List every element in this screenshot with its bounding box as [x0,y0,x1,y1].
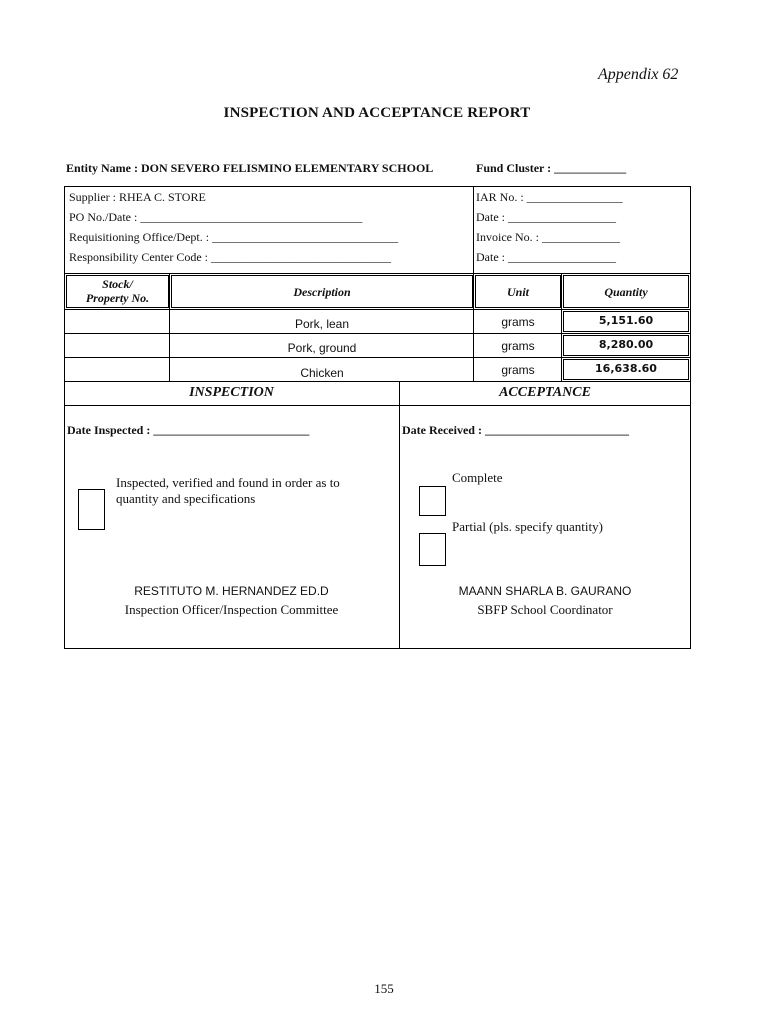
inspection-statement-line2: quantity and specifications [116,491,256,506]
responsibility-field[interactable]: Responsibility Center Code : ______________________________ [69,250,391,264]
supplier-field: Supplier : RHEA C. STORE [69,190,206,204]
complete-label: Complete [452,470,503,485]
inspected-checkbox[interactable] [78,489,105,530]
table-row-divider [64,333,691,334]
partial-checkbox[interactable] [419,533,446,566]
header-quantity: Quantity [604,285,648,299]
acceptance-officer-name: MAANN SHARLA B. GAURANO [458,584,632,598]
po-field[interactable]: PO No./Date : _____________________________________ [69,210,363,224]
acceptance-officer-role: SBFP School Coordinator [477,602,613,617]
section-title-divider [64,405,691,406]
invoice-date-field[interactable]: Date : __________________ [476,250,616,264]
appendix-label: Appendix 62 [598,66,679,83]
requisitioning-field[interactable]: Requisitioning Office/Dept. : _______________________________ [69,230,399,244]
inspection-statement [116,475,340,507]
header-unit: Unit [506,285,529,299]
inspection-officer-name: RESTITUTO M. HERNANDEZ ED.D [134,584,329,598]
row1-unit: grams [501,315,535,329]
table-header-divider [64,309,691,310]
invoice-no-field[interactable]: Invoice No. : _____________ [476,230,620,244]
header-stock-line2: Property No. [85,291,150,305]
partial-label: Partial (pls. specify quantity) [452,519,603,534]
table-col-divider [473,273,474,382]
inspection-statement-line1: Inspected, verified and found in order as to [116,475,340,490]
complete-checkbox[interactable] [419,486,446,516]
inspection-title: INSPECTION [189,385,274,400]
page-number: 155 [374,981,394,996]
header-description: Description [293,285,351,299]
row1-description: Pork, lean [294,317,350,331]
header-stock [66,277,169,305]
row2-quantity: 8,280.00 [598,338,654,351]
row1-quantity: 5,151.60 [598,314,654,327]
table-col-divider [169,273,170,382]
row3-description: Chicken [300,366,344,380]
date-inspected-field[interactable]: Date Inspected : __________________________ [67,423,310,437]
fund-cluster: Fund Cluster : ____________ [476,161,627,175]
row3-unit: grams [501,363,535,377]
table-row-divider [64,357,691,358]
row2-unit: grams [501,339,535,353]
header-stock-line1: Stock/ [102,277,133,291]
row3-quantity: 16,638.60 [595,362,657,375]
table-col-divider [561,273,562,382]
inspection-officer-role: Inspection Officer/Inspection Committee [124,602,339,617]
supplier-divider [473,186,474,274]
entity-name: Entity Name : DON SEVERO FELISMINO ELEMENTARY SCHOOL [66,161,434,175]
row2-description: Pork, ground [287,341,357,355]
acceptance-title: ACCEPTANCE [499,385,591,400]
iar-no-field[interactable]: IAR No. : ________________ [476,190,623,204]
iar-date-field[interactable]: Date : __________________ [476,210,616,224]
report-title: INSPECTION AND ACCEPTANCE REPORT [223,105,531,121]
date-received-field[interactable]: Date Received : ________________________ [402,423,629,437]
